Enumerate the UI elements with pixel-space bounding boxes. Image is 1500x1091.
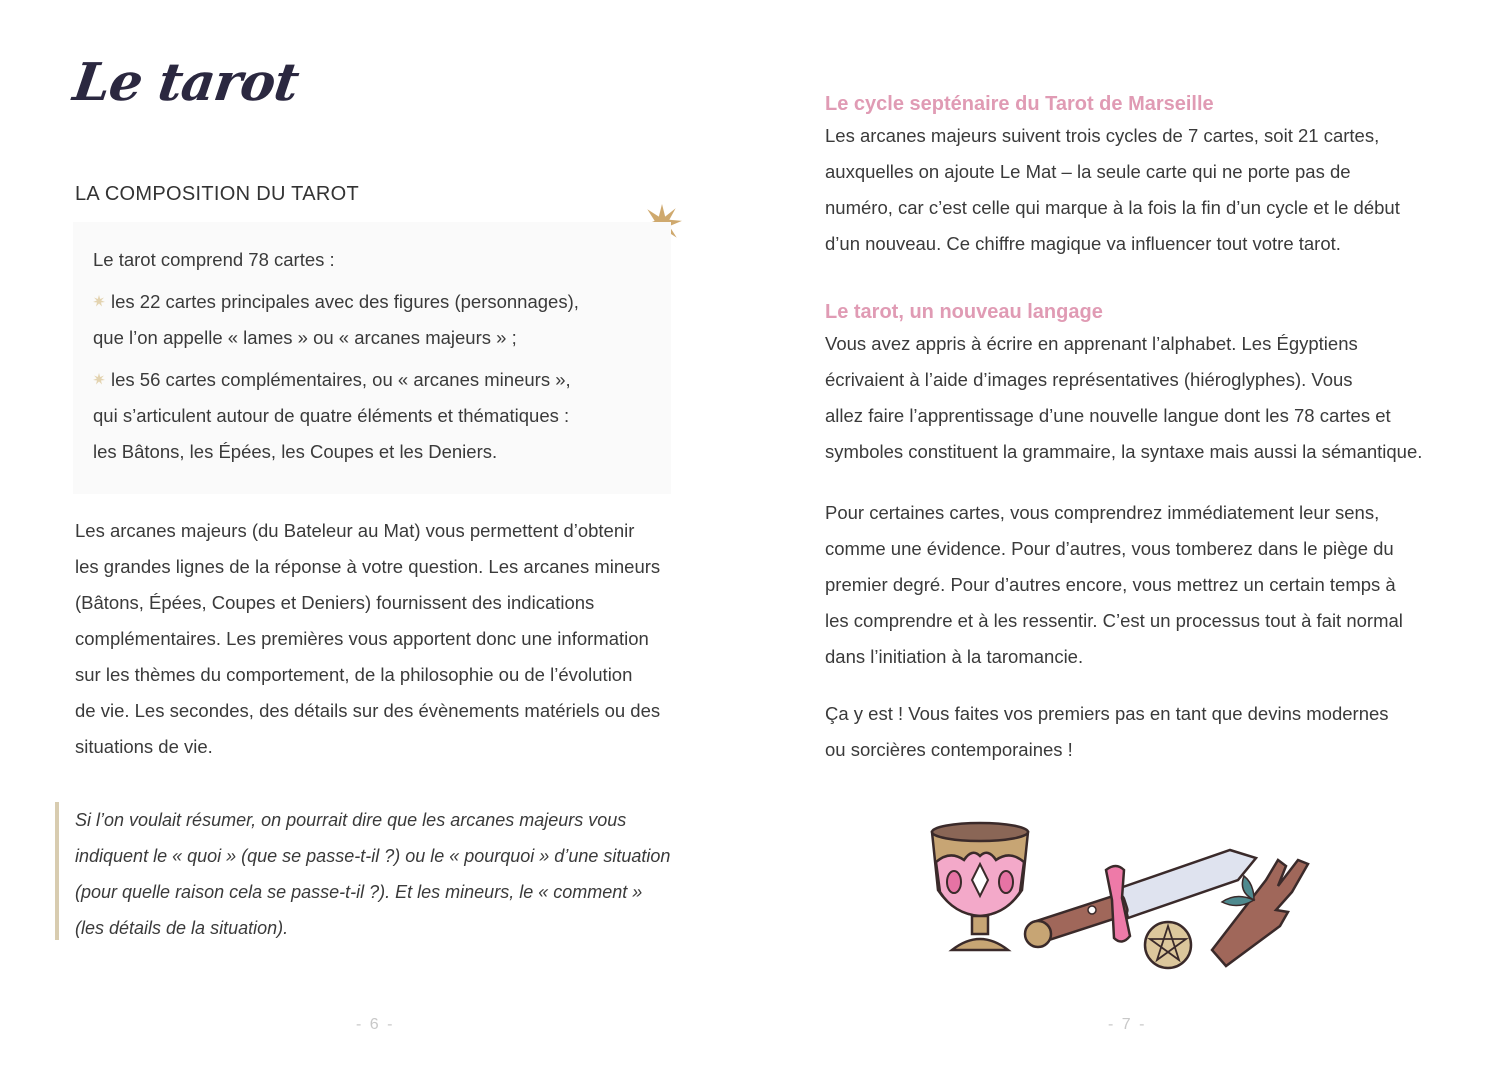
arcana-paragraph [75, 513, 660, 765]
bullet-item-major [93, 284, 671, 320]
closing-paragraph [825, 696, 1389, 768]
page-number: - 6 - [356, 1016, 395, 1033]
composition-box [73, 222, 671, 494]
paragraph-line: numéro, car c’est celle qui marque à la fois la fin d’un cycle et le début [825, 197, 1400, 218]
section-heading: Le tarot, un nouveau langage [825, 301, 1103, 323]
paragraph-line: auxquelles on ajoute Le Mat – la seule carte qui ne porte pas de [825, 161, 1351, 182]
paragraph-line: les grandes lignes de la réponse à votre question. Les arcanes mineurs [75, 556, 661, 577]
paragraph-line: symboles constituent la grammaire, la syntaxe mais aussi la sémantique. [825, 441, 1423, 462]
paragraph-line: sur les thèmes du comportement, de la philosophie ou de l’évolution [75, 664, 633, 685]
paragraph-line: Les arcanes majeurs (du Bateleur au Mat) vous permettent d’obtenir [75, 520, 635, 541]
sword-icon [1025, 850, 1256, 947]
paragraph-line: Pour certaines cartes, vous comprendrez immédiatement leur sens, [825, 502, 1380, 523]
right-page [750, 0, 1500, 1091]
paragraph-line: de vie. Les secondes, des détails sur des évènements matériels ou des [75, 700, 661, 721]
paragraph-line: allez faire l’apprentissage d’une nouvelle langue dont les 78 cartes et [825, 405, 1391, 426]
chapter-title: Le tarot [69, 52, 302, 113]
paragraph-line: les comprendre et à les ressentir. C’est un processus tout à fait normal [825, 610, 1403, 631]
section-title: LA COMPOSITION DU TAROT [75, 183, 359, 205]
quote-line: Si l’on voulait résumer, on pourrait dire que les arcanes majeurs vous [75, 810, 627, 830]
paragraph-line: comme une évidence. Pour d’autres, vous tomberez dans le piège du [825, 538, 1394, 559]
bullet-item-minor [93, 362, 671, 398]
bullet2-line1: les 56 cartes complémentaires, ou « arcanes mineurs », [111, 369, 571, 390]
section-new-language [825, 298, 1422, 470]
quote-line: (les détails de la situation). [75, 918, 289, 938]
quote-line: indiquent le « quoi » (que se passe-t-il ?) ou le « pourquoi » d’une situation [75, 846, 671, 866]
paragraph-line: complémentaires. Les premières vous apportent donc une information [75, 628, 649, 649]
section-septenary-cycle [825, 90, 1400, 262]
bullet2-line3: les Bâtons, les Épées, les Coupes et les Deniers. [93, 441, 498, 462]
paragraph-line: (Bâtons, Épées, Coupes et Deniers) fournissent des indications [75, 592, 595, 613]
paragraph-line: dans l’initiation à la taromancie. [825, 646, 1084, 667]
bullet1-line2: que l’on appelle « lames » ou « arcanes majeurs » ; [93, 327, 517, 348]
bullet2-line2: qui s’articulent autour de quatre éléments et thématiques : [93, 405, 570, 426]
paragraph-line: Ça y est ! Vous faites vos premiers pas en tant que devins modernes [825, 703, 1389, 724]
bullet-star-icon [93, 373, 105, 385]
paragraph-line: d’un nouveau. Ce chiffre magique va influencer tout votre tarot. [825, 233, 1341, 254]
bullet-star-icon [93, 295, 105, 307]
paragraph-line: premier degré. Pour d’autres encore, vous mettrez un certain temps à [825, 574, 1396, 595]
paragraph-line: Vous avez appris à écrire en apprenant l’alphabet. Les Égyptiens [825, 333, 1358, 354]
paragraph-line: Les arcanes majeurs suivent trois cycles de 7 cartes, soit 21 cartes, [825, 125, 1380, 146]
box-intro: Le tarot comprend 78 cartes : [93, 249, 335, 270]
page-number: - 7 - [1108, 1016, 1147, 1033]
section-heading: Le cycle septénaire du Tarot de Marseille [825, 93, 1214, 115]
understanding-paragraph [825, 495, 1403, 675]
summary-quote [55, 802, 675, 940]
quote-line: (pour quelle raison cela se passe-t-il ?). Et les mineurs, le « comment » [75, 882, 643, 902]
paragraph-line: ou sorcières contemporaines ! [825, 739, 1073, 760]
tarot-suits-illustration [910, 800, 1330, 980]
bullet1-line1: les 22 cartes principales avec des figures (personnages), [111, 291, 579, 312]
paragraph-line: situations de vie. [75, 736, 213, 757]
pentacle-coin-icon [1145, 922, 1191, 968]
cup-icon [932, 823, 1028, 950]
paragraph-line: écrivaient à l’aide d’images représentatives (hiéroglyphes). Vous [825, 369, 1353, 390]
